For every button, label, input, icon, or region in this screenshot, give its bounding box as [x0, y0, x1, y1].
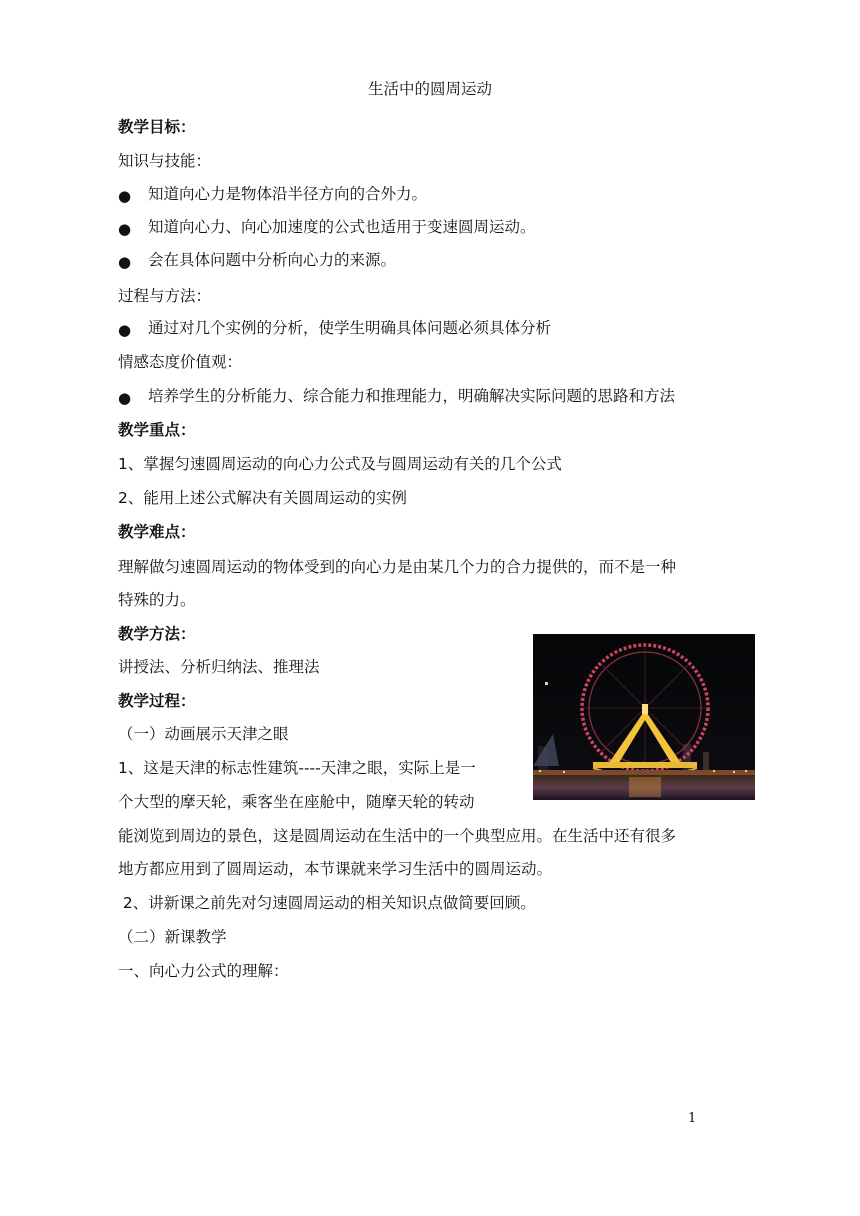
paragraph-line: 2、讲新课之前先对匀速圆周运动的相关知识点做简要回顾。 — [118, 894, 536, 912]
paragraph-line: 地方都应用到了圆周运动，本节课就来学习生活中的圆周运动。 — [118, 860, 553, 878]
key-item: 2、能用上述公式解决有关圆周运动的实例 — [118, 489, 407, 507]
key-heading: 教学重点： — [118, 421, 196, 439]
bullet-icon: ● — [118, 253, 132, 271]
document-title: 生活中的圆周运动 — [367, 80, 492, 98]
tianjin-eye-photo — [533, 634, 755, 800]
paragraph-line: 能浏览到周边的景色，这是圆周运动在生活中的一个典型应用。在生活中还有很多 — [118, 827, 677, 845]
bullet-icon: ● — [118, 220, 132, 238]
knowledge-item: 知道向心力是物体沿半径方向的合外力。 — [148, 185, 428, 203]
method-heading: 教学方法： — [118, 625, 196, 643]
paragraph-line: 个大型的摩天轮，乘客坐在座舱中，随摩天轮的转动 — [118, 793, 475, 811]
bullet-icon: ● — [118, 187, 132, 205]
process-heading: 过程与方法： — [118, 287, 212, 305]
difficulty-line: 特殊的力。 — [118, 591, 196, 609]
page-number: 1 — [688, 1111, 697, 1126]
process-item: 通过对几个实例的分析，使学生明确具体问题必须具体分析 — [148, 319, 552, 337]
bullet-icon: ● — [118, 321, 132, 339]
emotion-item: 培养学生的分析能力、综合能力和推理能力，明确解决实际问题的思路和方法 — [148, 387, 676, 405]
method-text: 讲授法、分析归纳法、推理法 — [118, 658, 320, 676]
knowledge-heading: 知识与技能： — [118, 152, 212, 170]
key-item: 1、掌握匀速圆周运动的向心力公式及与圆周运动有关的几个公式 — [118, 455, 562, 473]
difficulty-line: 理解做匀速圆周运动的物体受到的向心力是由某几个力的合力提供的，而不是一种 — [118, 558, 677, 576]
subsection-heading: 一、向心力公式的理解： — [118, 962, 289, 980]
knowledge-item: 会在具体问题中分析向心力的来源。 — [148, 251, 397, 269]
section-heading: （二）新课教学 — [118, 928, 227, 946]
section-heading: （一）动画展示天津之眼 — [118, 725, 289, 743]
process-heading-2: 教学过程： — [118, 692, 196, 710]
paragraph-line: 1、这是天津的标志性建筑----天津之眼，实际上是一 — [118, 759, 476, 777]
bullet-icon: ● — [118, 389, 132, 407]
difficulty-heading: 教学难点： — [118, 523, 196, 541]
goals-heading: 教学目标： — [118, 118, 196, 136]
emotion-heading: 情感态度价值观： — [118, 353, 243, 371]
knowledge-item: 知道向心力、向心加速度的公式也适用于变速圆周运动。 — [148, 218, 536, 236]
